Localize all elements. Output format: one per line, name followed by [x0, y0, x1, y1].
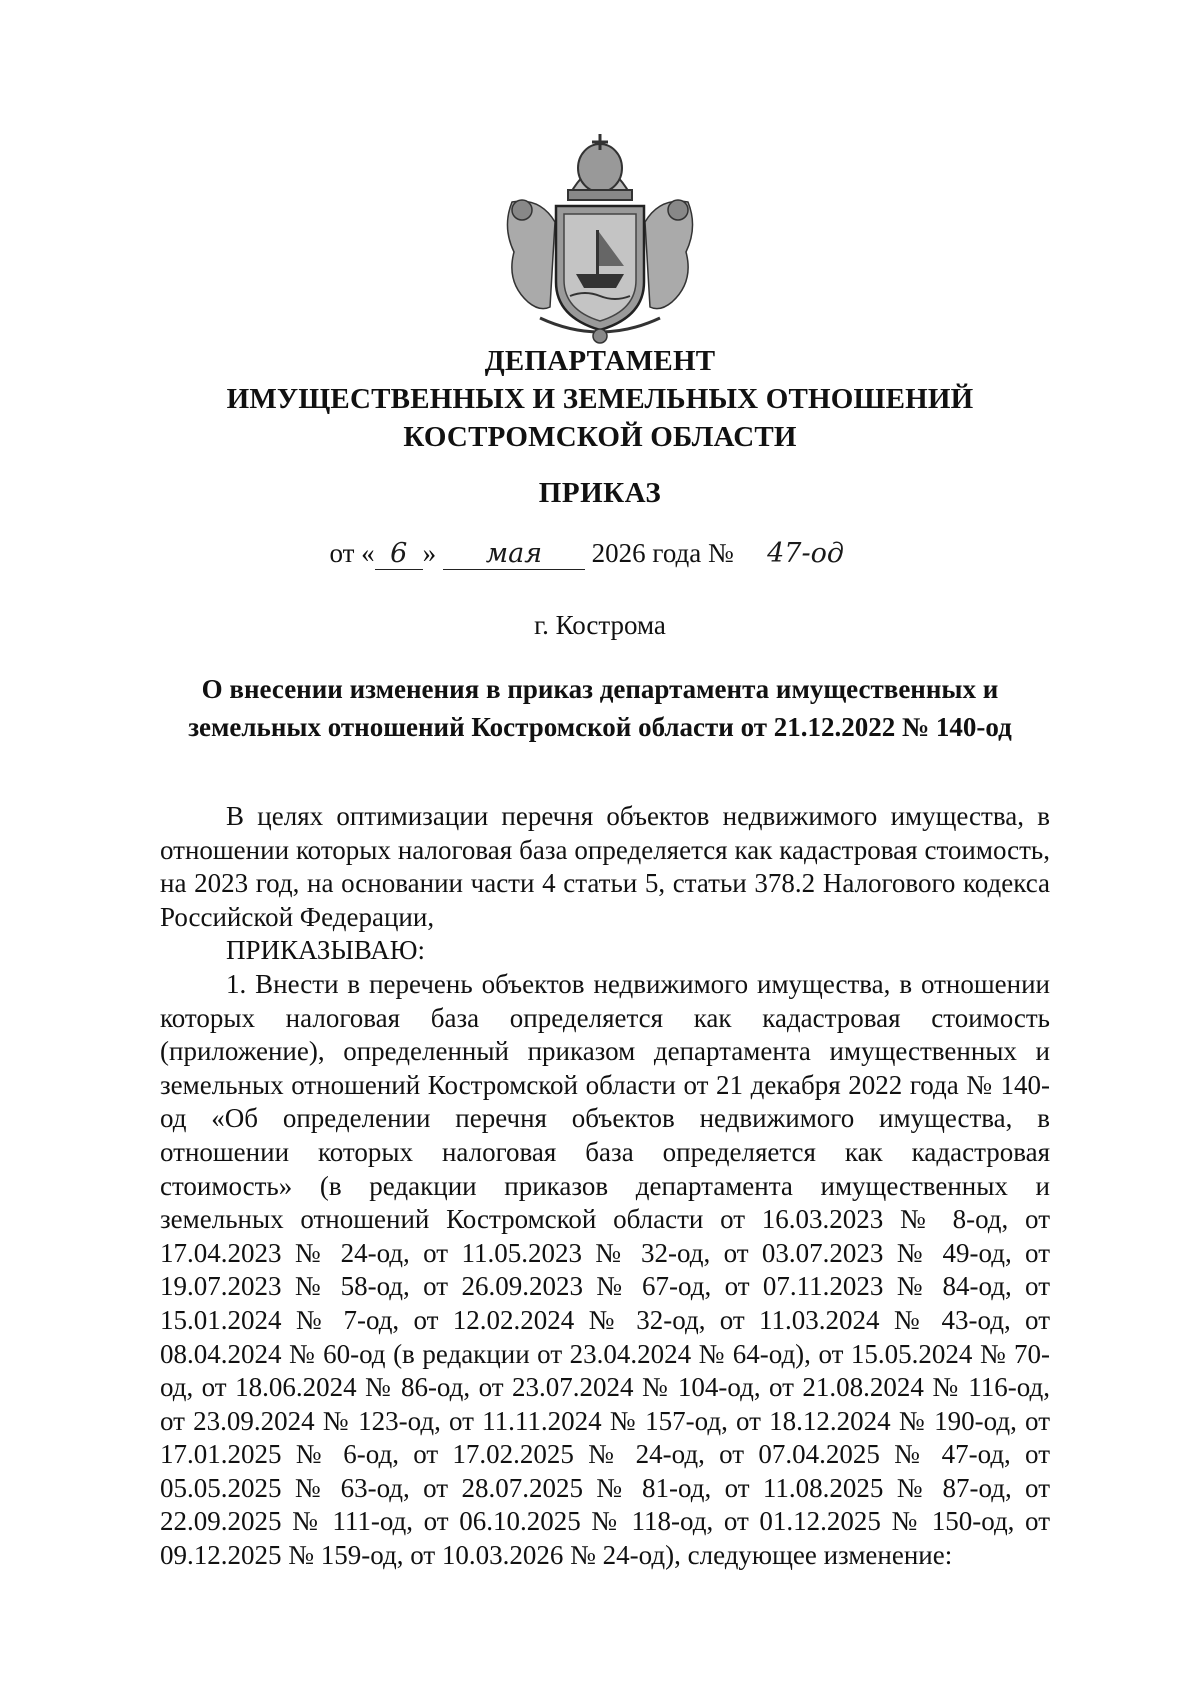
- date-mid: »: [422, 538, 437, 568]
- order-title: ПРИКАЗ: [538, 477, 662, 509]
- department-header: [150, 342, 1050, 456]
- header-line-2: ИМУЩЕСТВЕННЫХ И ЗЕМЕЛЬНЫХ ОТНОШЕНИЙ: [226, 383, 974, 415]
- order-subject: [160, 670, 1040, 746]
- order-number: 47-од: [767, 538, 844, 569]
- subject-line-2: земельных отношений Костромской области от 21.12.2022 № 140-од: [188, 712, 1012, 742]
- header-line-3: КОСТРОМСКОЙ ОБЛАСТИ: [403, 421, 797, 453]
- date-prefix: от «: [329, 538, 375, 568]
- date-month: мая: [443, 539, 585, 570]
- header-line-1: ДЕПАРТАМЕНТ: [484, 345, 716, 377]
- date-day: 6: [375, 539, 423, 570]
- preamble-paragraph: В целях оптимизации перечня объектов недвижимого имущества, в отношении которых налоговая база определяется как кадастровая стоимость, на 2023 год, на основании части 4 статьи 5, статьи 378.2 Налогового кодекса Российской Федерации,: [160, 801, 1050, 932]
- subject-line-1: О внесении изменения в приказ департамента имущественных и: [201, 674, 999, 704]
- date-year: 2026 года №: [591, 538, 734, 568]
- coat-of-arms-icon: [500, 132, 700, 346]
- command-paragraph: ПРИКАЗЫВАЮ:: [226, 935, 425, 966]
- city: г. Кострома: [534, 610, 666, 640]
- order-date-line: [0, 538, 1200, 570]
- order-body: [160, 800, 1050, 1573]
- item-1-paragraph: 1. Внести в перечень объектов недвижимого имущества, в отношении которых налоговая база определяется как кадастровая стоимость (приложение), определенный приказом департамента имущественных и земельных отношений Костромской области от 21 декабря 2022 года № 140-од «Об определении перечня объектов недвижимого имущества, в отношении которых налоговая база определяется как кадастровая стоимость» (в редакции приказов департамента имущественных и земельных отношений Костромской области от 16.03.2023 № 8-од, от 17.04.2023 № 24-од, от 11.05.2023 № 32-од, от 03.07.2023 № 49-од, от 19.07.2023 № 58-од, от 26.09.2023 № 67-од, от 07.11.2023 № 84-од, от 15.01.2024 № 7-од, от 12.02.2024 № 32-од, от 11.03.2024 № 43-од, от 08.04.2024 № 60-од (в редакции от 23.04.2024 № 64-од), от 15.05.2024 № 70-од, от 18.06.2024 № 86-од, от 23.07.2024 № 104-од, от 21.08.2024 № 116-од, от 23.09.2024 № 123-од, от 11.11.2024 № 157-од, от 18.12.2024 № 190-од, от 17.01.2025 № 6-од, от 17.02.2025 № 24-од, от 07.04.2025 № 47-од, от 05.05.2025 № 63-од, от 28.07.2025 № 81-од, от 11.08.2025 № 87-од, от 22.09.2025 № 111-од, от 06.10.2025 № 118-од, от 01.12.2025 № 150-од, от 09.12.2025 № 159-од, от 10.03.2026 № 24-од), следующее изменение:: [160, 968, 1050, 1571]
